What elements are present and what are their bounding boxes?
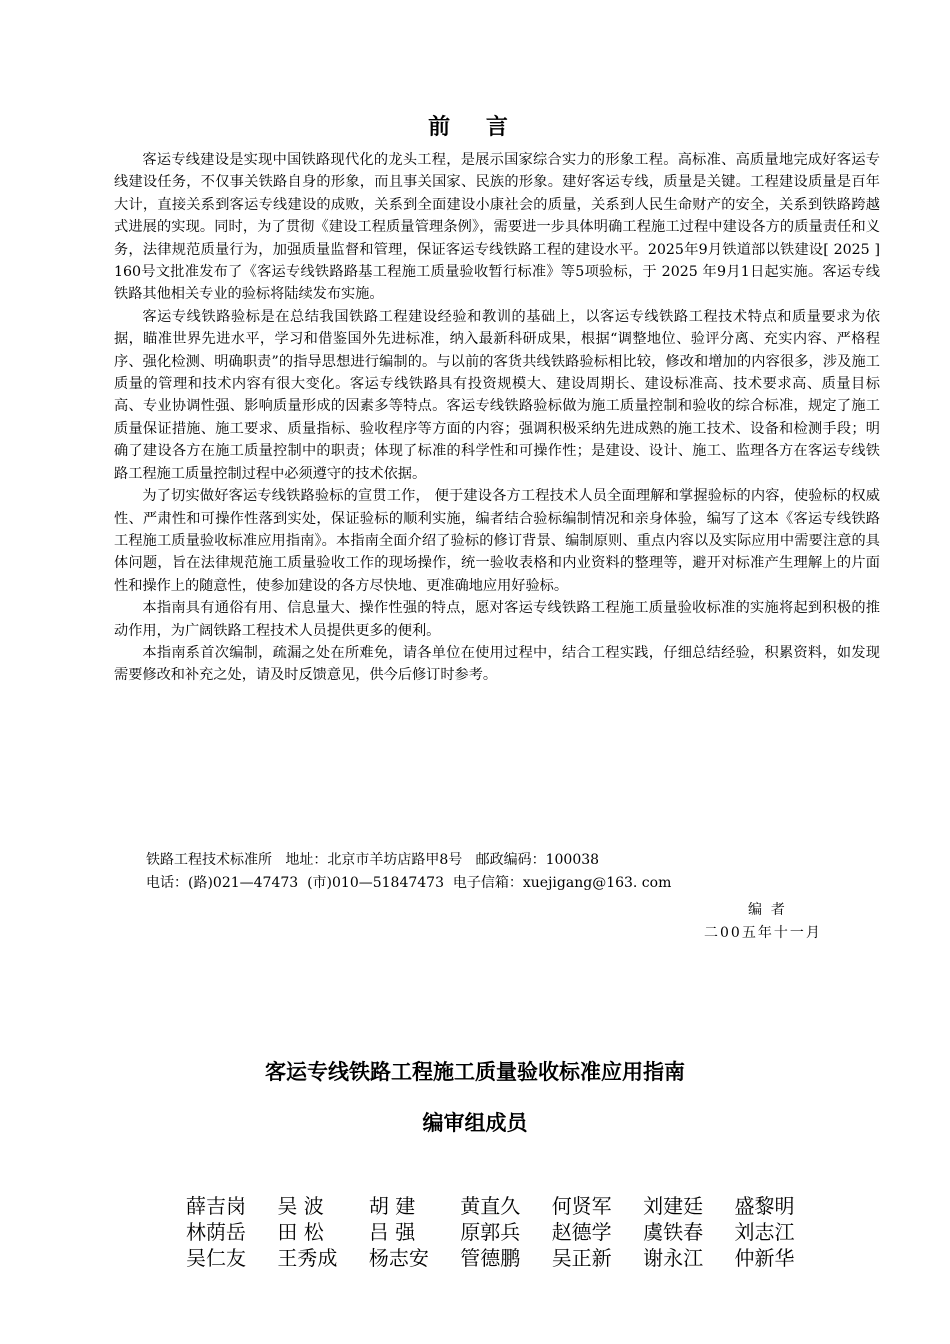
author-signature: 编 者 (748, 902, 785, 918)
member-name: 仲新华 (734, 1246, 795, 1270)
preface-date: 二00五年十一月 (704, 925, 822, 941)
member-row (186, 1245, 826, 1271)
member-name: 谢永江 (643, 1246, 704, 1270)
member-name: 原郭兵 (460, 1220, 521, 1244)
member-name: 盛黎明 (734, 1194, 795, 1218)
member-name: 杨志安 (368, 1246, 429, 1270)
contact-address: 铁路工程技术标准所 地址：北京市羊坊店路甲8号 邮政编码：100038 (146, 852, 600, 868)
preface-paragraph: 客运专线建设是实现中国铁路现代化的龙头工程，是展示国家综合实力的形象工程。高标准、高质量地完成好客运专线建设任务，不仅事关铁路自身的形象，而且事关国家、民族的形象。建好客运专线，质量是关键。工程建设质量是百年大计，直接关系到客运专线建设的成败，关系到全面建设小康社会的质量，关系到人民生命财产的安全，关系到铁路跨越式进展的实现。同时，为了贯彻《建设工程质量管理条例》，需要进一步具体明确工程施工过程中建设各方的质量责任和义务，法律规范质量行为，加强质量监督和管理，保证客运专线铁路工程的建设水平。2025年9月铁道部以铁建设[ 2025 ] 160号文批准发布了《客运专线铁路路基工程施工质量验收暂行标准》等5项验标，于 2025 年9月1日起实施。客运专线铁路其他相关专业的验标将陆续发布实施。 (114, 152, 880, 303)
member-name: 田 松 (277, 1220, 324, 1244)
member-name: 刘建廷 (643, 1194, 704, 1218)
preface-paragraph: 本指南具有通俗有用、信息量大、操作性强的特点，愿对客运专线铁路工程施工质量验收标准的实施将起到积极的推动作用，为广阔铁路工程技术人员提供更多的便利。 (114, 600, 880, 639)
contact-phone-email: 电话：(路)021—47473 (市)010—51847473 电子信箱：xuejigang@163. com (146, 875, 672, 891)
member-name: 赵德学 (551, 1220, 612, 1244)
member-name: 吴仁友 (186, 1246, 246, 1270)
member-name: 管德鹏 (460, 1246, 521, 1270)
member-name: 薛吉岗 (186, 1194, 246, 1218)
member-name: 何贤军 (551, 1194, 612, 1218)
member-name: 虞铁春 (643, 1220, 704, 1244)
member-name: 吴正新 (551, 1246, 612, 1270)
member-name: 吴 波 (277, 1194, 324, 1218)
member-name: 刘志江 (734, 1220, 795, 1244)
member-name: 林荫岳 (186, 1220, 246, 1244)
member-name: 王秀成 (277, 1246, 338, 1270)
committee-members (186, 1193, 826, 1271)
member-name: 胡 建 (368, 1194, 416, 1218)
preface-paragraph: 本指南系首次编制，疏漏之处在所难免，请各单位在使用过程中，结合工程实践，仔细总结经验，积累资料，如发现需要修改和补充之处，请及时反馈意见，供今后修订时参考。 (114, 644, 880, 684)
member-row (186, 1193, 826, 1219)
preface-paragraph: 客运专线铁路验标是在总结我国铁路工程建设经验和教训的基础上，以客运专线铁路工程技术特点和质量要求为依据，瞄准世界先进水平，学习和借鉴国外先进标准，纳入最新科研成果，根据“调整地位、验评分离、充实内容、严格程序、强化检测、明确职责”的指导思想进行编制的。与以前的客货共线铁路验标相比较，修改和增加的内容很多，涉及施工质量的管理和技术内容有很大变化。客运专线铁路具有投资规模大、建设周期长、建设标准高、技术要求高、质量目标高、专业协调性强、影响质量形成的因素多等特点。客运专线铁路验标做为施工质量控制和验收的综合标准，规定了施工质量保证措施、施工要求、质量指标、验收程序等方面的内容；强调积极采纳先进成熟的施工技术、设备和检测手段；明确了建设各方在施工质量控制中的职责；体现了标准的科学性和可操作性；是建设、设计、施工、监理各方在客运专线铁路工程施工质量控制过程中必须遵守的技术依据。 (114, 308, 880, 482)
book-title: 客运专线铁路工程施工质量验收标准应用指南 (265, 1060, 685, 1084)
committee-heading: 编审组成员 (422, 1111, 528, 1135)
preface-paragraph: 为了切实做好客运专线铁路验标的宣贯工作， 便于建设各方工程技术人员全面理解和掌握验标的内容，使验标的权威性、严肃性和可操作性落到实处，保证验标的顺利实施，编者结合验标编制情况和亲身体验，编写了这本《客运专线铁路工程施工质量验收标准应用指南》。本指南全面介绍了验标的修订背景、编制原则、重点内容以及实际应用中需要注意的具体问题，旨在法律规范施工质量验收工作的现场操作，统一验收表格和内业资料的整理等，避开对标准产生理解上的片面性和操作上的随意性，使参加建设的各方尽快地、更准确地应用好验标。 (114, 488, 880, 594)
member-row (186, 1219, 826, 1245)
member-name: 黄直久 (460, 1194, 521, 1218)
preface-title: 前 言 (428, 114, 522, 140)
member-name: 吕 强 (368, 1220, 416, 1244)
preface-body (114, 149, 880, 687)
